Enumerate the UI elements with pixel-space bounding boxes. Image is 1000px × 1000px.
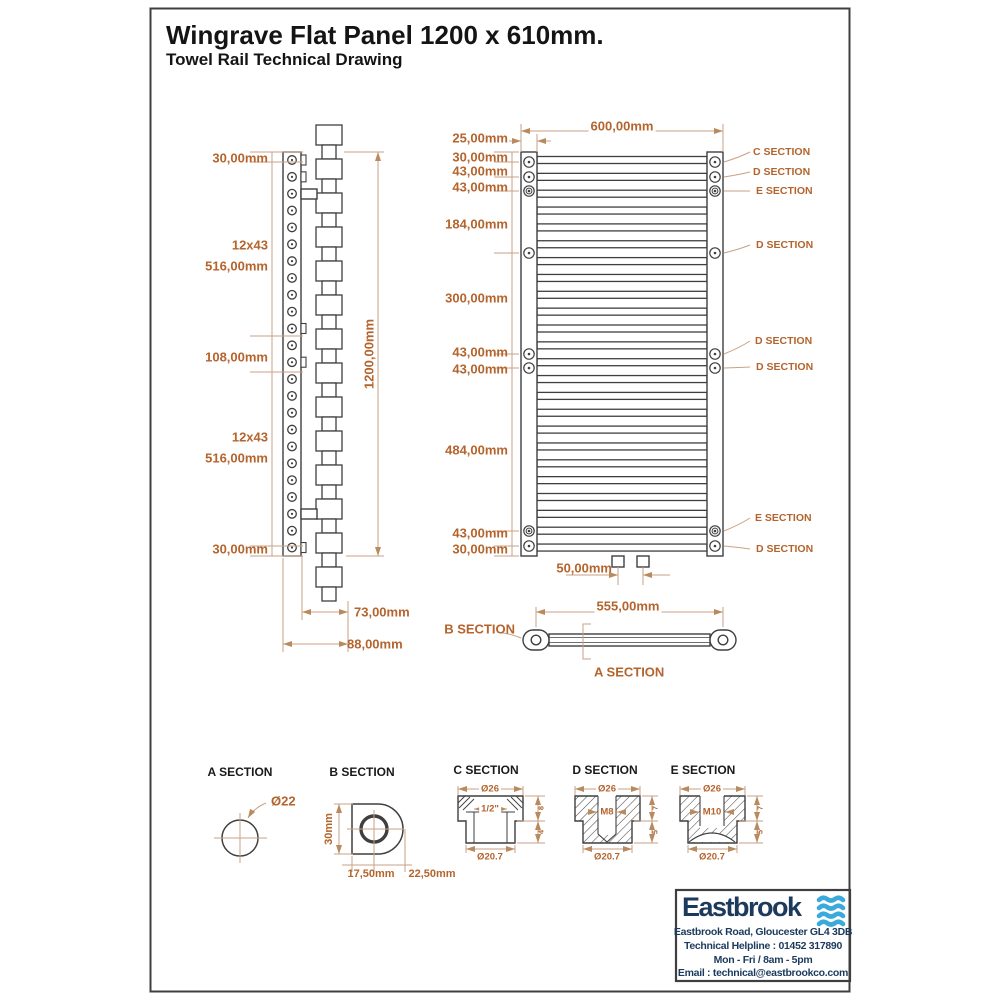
detail-c-side-bottom: 4 xyxy=(536,829,546,835)
front-dim-3: 184,00mm xyxy=(445,216,508,232)
detail-b-dim2: 22,50mm xyxy=(408,868,456,880)
section-label-6: E SECTION xyxy=(755,512,812,524)
detail-d-top-dia: Ø26 xyxy=(598,783,616,795)
side-view xyxy=(283,125,342,601)
side-dim-top: 30,00mm xyxy=(212,150,268,166)
page-title: Wingrave Flat Panel 1200 x 610mm. xyxy=(166,20,604,50)
detail-d xyxy=(575,794,640,843)
detail-c-top-dia: Ø26 xyxy=(481,783,499,795)
front-dim-width: 600,00mm xyxy=(590,118,654,134)
a-section-callout: A SECTION xyxy=(594,664,665,680)
side-dim-lower: 516,00mm xyxy=(205,450,268,466)
section-label-4: D SECTION xyxy=(755,335,813,347)
detail-e xyxy=(680,794,745,843)
side-dim-height: 1200,00mm xyxy=(361,318,377,390)
detail-b-dim1: 17,50mm xyxy=(347,868,395,880)
side-dim-depth2: 88,00mm xyxy=(347,636,403,652)
footer-email: Email : technical@eastbrookco.com xyxy=(677,967,849,979)
front-view xyxy=(521,152,723,567)
side-dim-mid: 108,00mm xyxy=(205,349,268,365)
front-dim-7: 484,00mm xyxy=(445,442,508,458)
footer-hours: Mon - Fri / 8am - 5pm xyxy=(713,954,813,966)
front-dim-pipe-centres: 50,00mm xyxy=(556,560,612,576)
eastbrook-wave-icon xyxy=(819,898,843,925)
front-dim-8: 43,00mm xyxy=(452,525,508,541)
detail-c-title: C SECTION xyxy=(453,763,519,777)
footer-helpline: Technical Helpline : 01452 317890 xyxy=(684,940,842,952)
detail-b-title: B SECTION xyxy=(329,765,395,779)
detail-e-side-top: 7 xyxy=(755,805,765,811)
detail-c-thread: 1/2" xyxy=(481,803,499,815)
detail-a-title: A SECTION xyxy=(207,765,273,779)
page-subtitle: Towel Rail Technical Drawing xyxy=(166,50,403,69)
side-dim-lower-count: 12x43 xyxy=(231,429,268,445)
front-dim-9: 30,00mm xyxy=(452,541,508,557)
section-label-7: D SECTION xyxy=(756,543,814,555)
detail-b-height: 30mm xyxy=(323,813,335,845)
detail-c-bottom-dia: Ø20.7 xyxy=(477,851,503,863)
detail-d-bottom-dia: Ø20.7 xyxy=(594,851,620,863)
towel-bar-view xyxy=(523,630,736,650)
detail-e-top-dia: Ø26 xyxy=(703,783,721,795)
footer-address: Eastbrook Road, Gloucester GL4 3DB xyxy=(673,926,853,938)
detail-e-thread: M10 xyxy=(702,806,722,818)
detail-e-side-bottom: 5 xyxy=(755,829,765,835)
front-dim-offset: 25,00mm xyxy=(452,130,508,146)
front-dim-2: 43,00mm xyxy=(452,179,508,195)
section-label-2: E SECTION xyxy=(756,185,813,197)
side-dim-depth1: 73,00mm xyxy=(354,604,410,620)
section-label-3: D SECTION xyxy=(756,239,814,251)
side-dim-upper: 516,00mm xyxy=(205,258,268,274)
bar-dim-length: 555,00mm xyxy=(596,598,660,614)
front-dim-5: 43,00mm xyxy=(452,344,508,360)
detail-d-title: D SECTION xyxy=(572,763,638,777)
detail-e-bottom-dia: Ø20.7 xyxy=(699,851,725,863)
detail-c-side-top: 8 xyxy=(536,805,546,811)
detail-d-thread: M8 xyxy=(600,806,614,818)
side-dim-upper-count: 12x43 xyxy=(231,237,268,253)
detail-d-side-top: 7 xyxy=(650,805,660,811)
eastbrook-logo-text: Eastbrook xyxy=(682,892,801,922)
side-dim-bottom: 30,00mm xyxy=(212,541,268,557)
section-label-5: D SECTION xyxy=(756,361,814,373)
section-label-1: D SECTION xyxy=(753,166,811,178)
section-label-0: C SECTION xyxy=(753,146,811,158)
b-section-callout: B SECTION xyxy=(444,621,515,637)
front-dim-4: 300,00mm xyxy=(445,290,508,306)
front-dim-1: 43,00mm xyxy=(452,163,508,179)
detail-e-title: E SECTION xyxy=(670,763,736,777)
detail-d-side-bottom: 5 xyxy=(650,829,660,835)
detail-a-diameter: Ø22 xyxy=(271,793,296,809)
front-dim-6: 43,00mm xyxy=(452,361,508,377)
front-dim-0: 30,00mm xyxy=(452,149,508,165)
